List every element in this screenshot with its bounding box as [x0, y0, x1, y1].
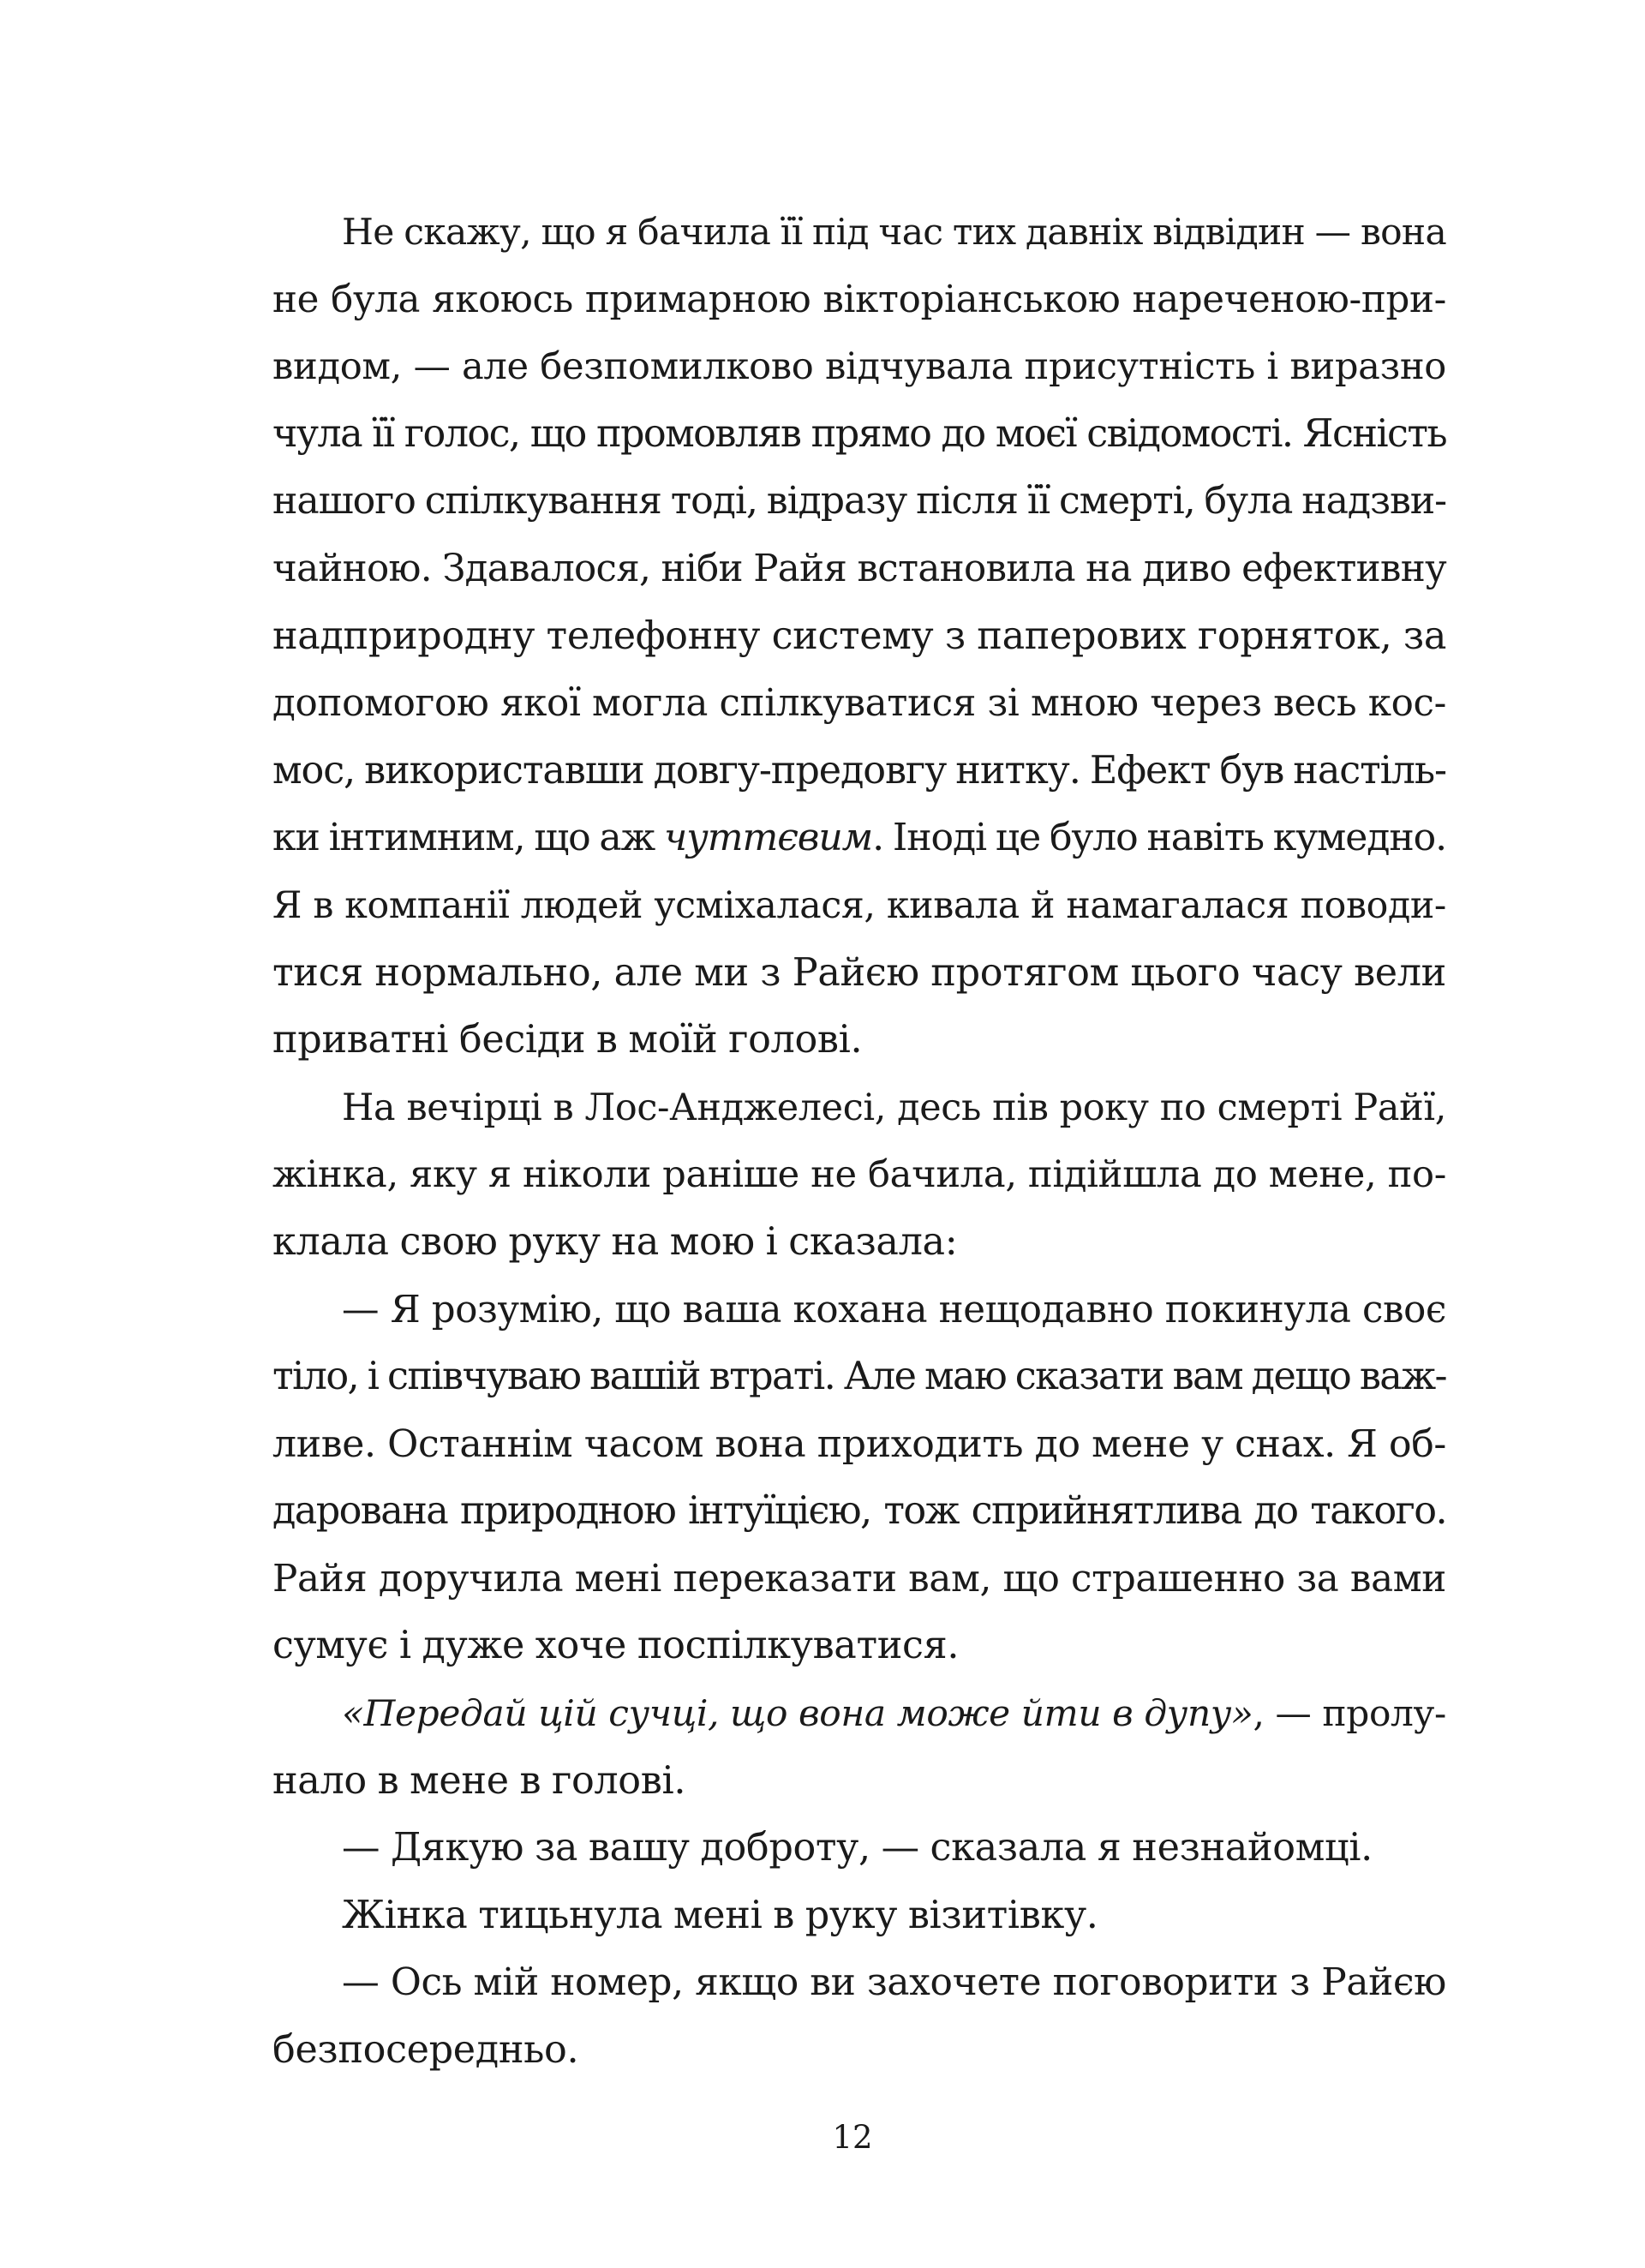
text-line: тіло, і співчуваю вашій втраті. Але маю сказати вам дещо важ- [272, 1355, 1446, 1399]
text-line: мос, використавши довгу-предовгу нитку. Ефект був настіль- [272, 748, 1446, 793]
text-line: приватні бесіди в моїй голові. [272, 1018, 863, 1062]
text-run: . Іноді це було навіть кумедно. [872, 816, 1446, 860]
text-line: Не скажу, що я бачила її під час тих давніх відвідин — вона [342, 211, 1446, 253]
text-line: клала свою руку на мою і сказала: [272, 1219, 958, 1264]
body-text [272, 199, 1446, 2085]
italic-word: чуттєвим [663, 816, 873, 860]
text-line: Жінка тицьнула мені в руку візитівку. [342, 1893, 1098, 1937]
text-line: Райя доручила мені переказати вам, що страшенно за вами [272, 1557, 1446, 1601]
text-line: — Я розумію, що ваша кохана нещодавно покинула своє [342, 1288, 1446, 1331]
text-line: безпосередньо. [272, 2028, 579, 2073]
text-line [272, 1680, 1446, 1748]
text-line: допомогою якої могла спілкуватися зі мною через весь кос- [272, 682, 1446, 726]
text-line: сумує і дуже хоче поспілкуватися. [272, 1624, 960, 1668]
text-line: видом, — але безпомилково відчувала присутність і виразно [272, 345, 1446, 389]
text-run: , — пролу- [1253, 1692, 1446, 1735]
text-run: ки інтимним, що аж [272, 816, 664, 860]
text-line: не була якоюсь примарною вікторіанською нареченою-при- [272, 278, 1446, 321]
text-line: тися нормально, але ми з Райєю протягом цього часу вели [272, 950, 1446, 995]
text-line [272, 805, 1446, 872]
text-line: На вечірці в Лос-Анджелесі, десь пів року по смерті Райї, [342, 1086, 1446, 1129]
text-line: надприродну телефонну систему з паперових горняток, за [272, 613, 1446, 658]
text-line: — Дякую за вашу доброту, — сказала я незнайомці. [342, 1826, 1373, 1870]
text-line: чула її голос, що промовляв прямо до моєї свідомості. Ясність [272, 411, 1446, 456]
text-line: Я в компанії людей усміхалася, кивала й намагалася поводи- [272, 883, 1446, 927]
text-line: нашого спілкування тоді, відразу після її смерті, була надзви- [272, 479, 1446, 524]
text-line: — Ось мій номер, якщо ви захочете поговорити з Райєю [342, 1960, 1446, 2005]
text-line: нало в мене в голові. [272, 1758, 686, 1803]
italic-quote: «Передай цій сучці, що вона може йти в дупу» [342, 1692, 1253, 1735]
text-line: дарована природною інтуїцією, тож сприйнятлива до такого. [272, 1489, 1446, 1534]
text-line: жінка, яку я ніколи раніше не бачила, підійшла до мене, по- [272, 1153, 1446, 1197]
text-line: ливе. Останнім часом вона приходить до мене у снах. Я об- [272, 1421, 1446, 1466]
text-line: чайною. Здавалося, ніби Райя встановила на диво ефективну [272, 547, 1446, 590]
page-number: 12 [832, 2119, 873, 2156]
